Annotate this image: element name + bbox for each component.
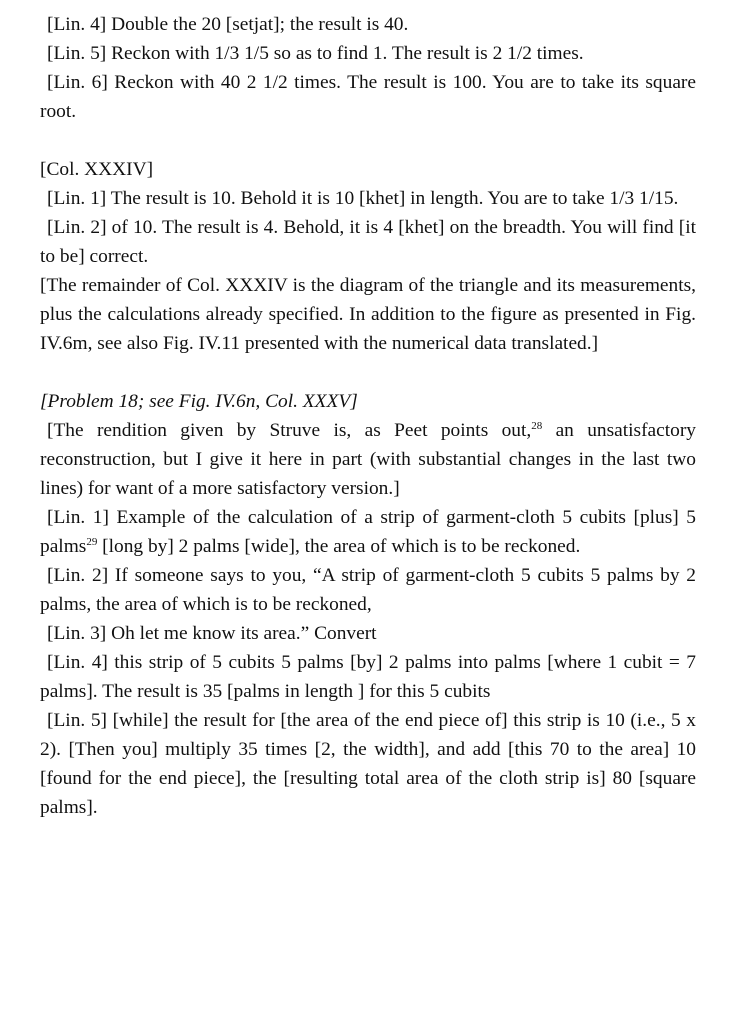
col-xxxiv-heading: [Col. XXXIV] — [40, 159, 154, 180]
problem18-lin5-paragraph: [Lin. 5] [while] the result for [the area of the end piece of] this strip is 10 (i.e., 5 x 2). [Then you] multiply 35 times [2, the width], and add [this 70 to the area] 10 [found for the end piece], the [resulting total area of the cloth strip is] 80 [square palms]. — [40, 710, 696, 818]
problem18-lin4-paragraph: [Lin. 4] this strip of 5 cubits 5 palms [by] 2 palms into palms [where 1 cubit = 7 palms]. The result is 35 [palms in length ] for this 5 cubits — [40, 652, 696, 702]
problem18-heading: [Problem 18; see Fig. IV.6n, Col. XXXV] — [40, 391, 358, 412]
spacer — [40, 126, 696, 155]
lin1-text: [Lin. 1] Example of the calculation of a strip of garment-cloth 5 cubits [plus] 5 palms — [40, 507, 696, 557]
intro-text-continued: an unsatisfactory reconstruction, but I give it here in part (with substantial changes in the last two lines) for want of a more satisfactory version.] — [40, 420, 696, 499]
problem18-lin3-paragraph: [Lin. 3] Oh let me know its area.” Convert — [47, 623, 377, 644]
lin1-text-continued: [long by] 2 palms [wide], the area of which is to be reckoned. — [97, 536, 581, 557]
col-xxxiv-note: [The remainder of Col. XXXIV is the diagram of the triangle and its measurements, plus the calculations already specified. In addition to the figure as presented in Fig. IV.6m, see also Fig. IV.11 presented with the numerical data translated.] — [40, 275, 696, 354]
col-xxxiv-lin2-paragraph: [Lin. 2] of 10. The result is 4. Behold, it is 4 [khet] on the breadth. You will find [it to be] correct. — [40, 217, 696, 267]
document-page — [40, 10, 696, 822]
footnote-28-marker: 28 — [531, 420, 543, 432]
problem18-lin2-paragraph: [Lin. 2] If someone says to you, “A strip of garment-cloth 5 cubits 5 palms by 2 palms, the area of which is to be reckoned, — [40, 565, 696, 615]
col-xxxiv-lin1-paragraph: [Lin. 1] The result is 10. Behold it is 10 [khet] in length. You are to take 1/3 1/15. — [47, 188, 679, 209]
lin4-paragraph: [Lin. 4] Double the 20 [setjat]; the result is 40. — [47, 14, 409, 35]
lin6-paragraph: [Lin. 6] Reckon with 40 2 1/2 times. The result is 100. You are to take its square root. — [40, 72, 696, 122]
problem18-intro — [40, 416, 696, 503]
spacer — [40, 358, 696, 387]
lin5-paragraph: [Lin. 5] Reckon with 1/3 1/5 so as to find 1. The result is 2 1/2 times. — [47, 43, 584, 64]
footnote-29-marker: 29 — [86, 536, 98, 548]
intro-text: [The rendition given by Struve is, as Peet points out, — [47, 420, 532, 441]
problem18-lin1-paragraph — [40, 503, 696, 561]
